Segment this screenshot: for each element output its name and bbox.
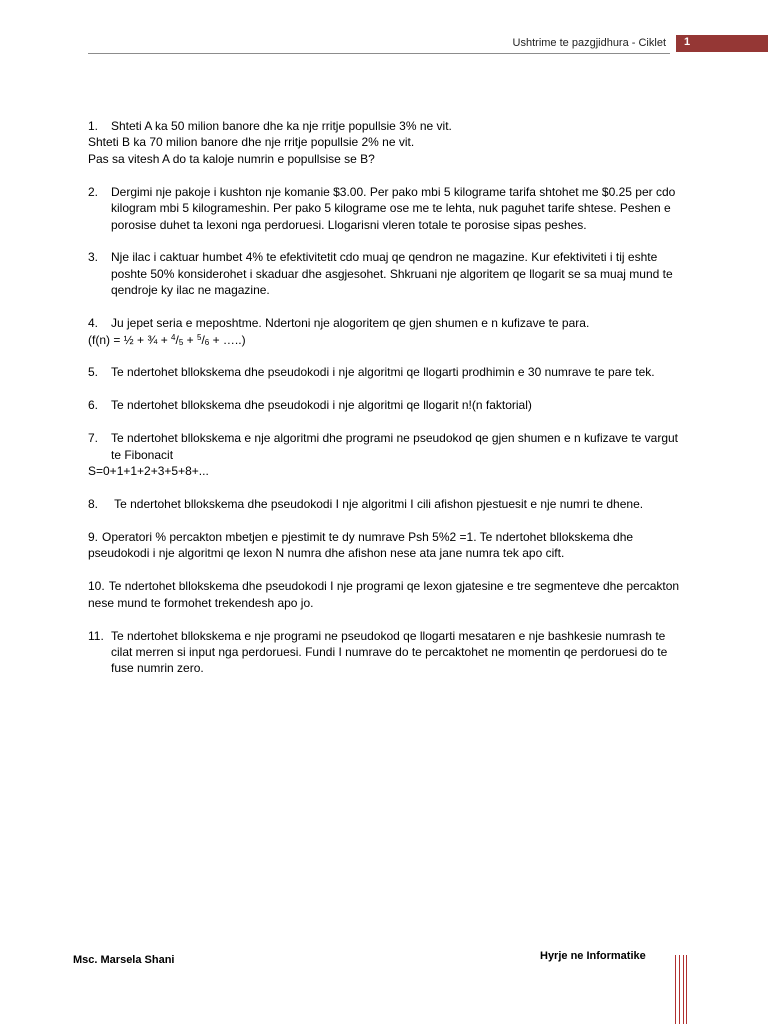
exercise-item-7 <box>88 430 680 479</box>
exercise-item-8 <box>88 496 680 512</box>
header-divider <box>88 53 670 54</box>
exercise-text: Dergimi nje pakoje i kushton nje komanie $3.00. Per pako mbi 5 kilograme tarifa shtohet me $0.25 per cdo kilogram mbi 5 kilogrameshin. Per pako 5 kilograme ose me te lehta, nuk paguhet tarife shtese. Peshen e porosise duhet ta lexoni nga perdoruesi. Llogarisni vleren totale te porosise sipas peshes. <box>111 184 676 232</box>
exercise-text: Ju jepet seria e meposhtme. Ndertoni nje alogoritem qe gjen shumen e n kufizave te para. <box>111 316 590 331</box>
exercise-text: Te ndertohet bllokskema e nje algoritmi dhe programi ne pseudokod qe gjen shumen e n kufizave te vargut te Fibonacit <box>111 431 679 462</box>
exercise-item-11 <box>88 628 680 677</box>
exercise-number: 11. <box>88 628 104 643</box>
exercise-number: 4. <box>88 316 99 331</box>
exercise-text: Te ndertohet bllokskema dhe pseudokodi i nje algoritmi qe llogarti prodhimin e 30 numrave te pare tek. <box>111 365 655 380</box>
exercise-item-10 <box>88 578 680 611</box>
footer-author: Msc. Marsela Shani <box>73 954 175 966</box>
exercise-item-9 <box>88 529 680 562</box>
exercise-number: 2. <box>88 184 99 199</box>
exercise-text: Nje ilac i caktuar humbet 4% te efektivitetit cdo muaj qe qendron ne magazine. Kur efektiviteti i tij eshte poshte 50% konsiderohet i skaduar dhe asgjesohet. Shkruani nje algoritem qe llogarit se sa muaj mund te qendroje ky ilac ne magazine. <box>111 250 673 298</box>
page-number-badge: 1 <box>676 35 768 52</box>
footer-decorative-bars <box>675 955 687 1024</box>
exercise-text-line: Pas sa vitesh A do ta kaloje numrin e popullsise se B? <box>88 151 375 166</box>
exercise-number: 9. <box>88 529 99 544</box>
exercise-text: Te ndertohet bllokskema dhe pseudokodi i nje algoritmi qe llogarit n!(n faktorial) <box>111 398 532 413</box>
exercise-number: 1. <box>88 119 99 133</box>
decorative-bar <box>679 955 680 1024</box>
footer-course: Hyrje ne Informatike <box>540 950 646 962</box>
exercise-text: Te ndertohet bllokskema dhe pseudokodi I nje programi qe lexon gjatesine e tre segmenteve dhe percakton nese mund te formohet trekendesh apo jo. <box>88 579 680 610</box>
exercise-item-4 <box>88 315 680 348</box>
decorative-bar <box>686 955 687 1024</box>
exercise-text: Operatori % percakton mbetjen e pjestimit te dy numrave Psh 5%2 =1. Te ndertohet bllokskema dhe pseudokodi i nje algoritmi qe lexon N numra dhe afishon nese ata jane numra tek apo cift. <box>88 529 634 561</box>
exercise-number: 3. <box>88 250 99 265</box>
exercise-number: 10. <box>88 579 105 594</box>
decorative-bar <box>683 955 684 1024</box>
exercise-item-3 <box>88 249 680 298</box>
exercise-number: 7. <box>88 431 99 446</box>
series-formula: (f(n) = ½ + ¾ + $^4/_5 + ^5/_6$ + …..) <box>88 332 246 347</box>
exercise-number: 5. <box>88 365 99 380</box>
exercise-text-line: Shteti A ka 50 milion banore dhe ka nje rritje popullsie 3% ne vit. <box>111 119 452 133</box>
exercise-item-1 <box>88 118 680 167</box>
exercise-item-5 <box>88 364 680 380</box>
exercise-number: 6. <box>88 398 99 413</box>
exercise-text-line: Shteti B ka 70 milion banore dhe nje rritje popullsie 2% ne vit. <box>88 135 415 150</box>
exercise-list <box>88 118 680 693</box>
exercise-item-2 <box>88 184 680 233</box>
exercise-number: 8. <box>88 497 99 511</box>
exercise-text: Te ndertohet bllokskema dhe pseudokodi I nje algoritmi I cili afishon pjestuesit e nje numri te dhene. <box>111 497 644 511</box>
fibonacci-sequence: S=0+1+1+2+3+5+8+... <box>88 464 209 479</box>
header-title: Ushtrime te pazgjidhura - Ciklet <box>512 37 666 49</box>
exercise-item-6 <box>88 397 680 413</box>
decorative-bar <box>675 955 676 1024</box>
exercise-text: Te ndertohet bllokskema e nje programi ne pseudokod qe llogarti mesataren e nje bashkesie numrash te cilat merren si input nga perdoruesi. Fundi I numrave do te percaktohet ne momentin qe perdoruesi do te fuse numrin zero. <box>111 628 668 676</box>
